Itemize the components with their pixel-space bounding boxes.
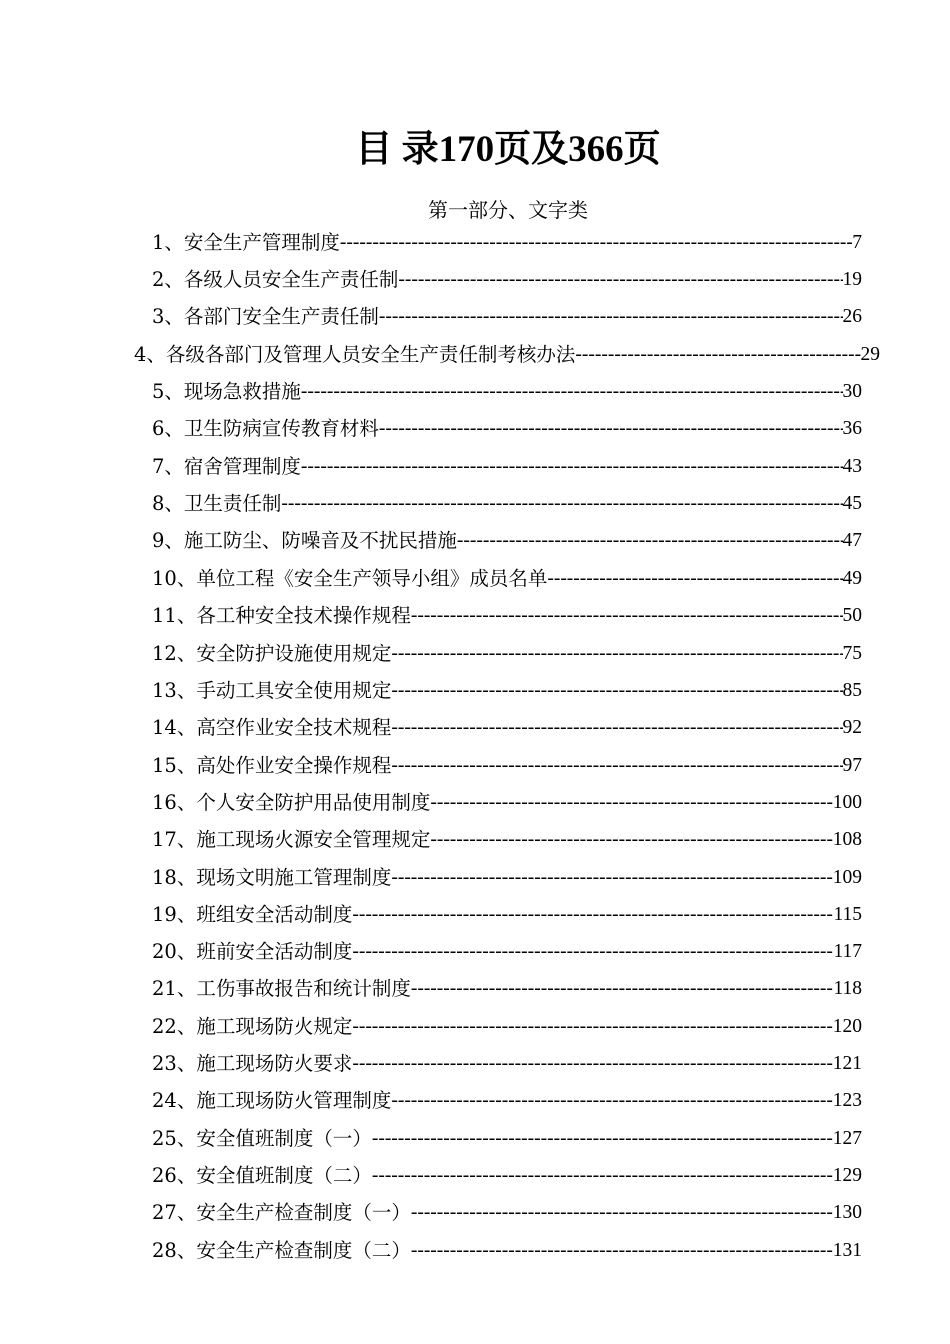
toc-entry[interactable] <box>152 302 862 332</box>
toc-entry-label: 15、高处作业安全操作规程 <box>152 754 392 777</box>
dot-leader <box>379 302 843 332</box>
dot-leader <box>411 1198 833 1228</box>
toc-entry[interactable] <box>152 1124 862 1154</box>
dot-leader <box>398 265 842 295</box>
toc-entry-label: 18、现场文明施工管理制度 <box>152 866 392 889</box>
section-heading: 第一部分、文字类 <box>428 198 588 222</box>
toc-entry-label: 13、手动工具安全使用规定 <box>152 679 392 702</box>
toc-entry-label: 26、安全值班制度（二） <box>152 1164 372 1187</box>
toc-entry-page: 120 <box>832 1016 862 1037</box>
toc-entry-page: 131 <box>832 1240 862 1261</box>
toc-entry-label: 6、卫生防病宣传教育材料 <box>152 417 379 440</box>
toc-entry[interactable] <box>152 1161 862 1191</box>
toc-entry-page: 118 <box>833 978 862 999</box>
toc-entry-label: 1、安全生产管理制度 <box>152 231 340 254</box>
toc-entry-label: 25、安全值班制度（一） <box>152 1127 372 1150</box>
toc-entry-label: 23、施工现场防火要求 <box>152 1052 353 1075</box>
toc-entry[interactable] <box>152 937 862 967</box>
toc-entry-page: 109 <box>832 867 862 888</box>
dot-leader <box>411 1236 833 1266</box>
toc-entry[interactable] <box>152 526 862 556</box>
toc-entry[interactable] <box>152 676 862 706</box>
toc-entry[interactable] <box>152 900 862 930</box>
toc-entry-label: 4、各级各部门及管理人员安全生产责任制考核办法 <box>134 343 576 366</box>
toc-entry-label: 16、个人安全防护用品使用制度 <box>152 791 431 814</box>
toc-entry-page: 7 <box>852 232 862 253</box>
dot-leader <box>372 1161 833 1191</box>
toc-entry-page: 127 <box>832 1128 862 1149</box>
toc-entry-label: 21、工伤事故报告和统计制度 <box>152 977 411 1000</box>
toc-entry-label: 12、安全防护设施使用规定 <box>152 642 392 665</box>
toc-entry-label: 20、班前安全活动制度 <box>152 940 353 963</box>
toc-entry-page: 45 <box>842 493 862 514</box>
toc-entry-page: 50 <box>842 605 862 626</box>
dot-leader <box>281 489 842 519</box>
toc-entry-label: 7、宿舍管理制度 <box>152 455 301 478</box>
dot-leader <box>372 1124 833 1154</box>
toc-entry-page: 115 <box>833 904 862 925</box>
toc-entry-page: 30 <box>842 381 862 402</box>
toc-entry-page: 117 <box>833 941 862 962</box>
toc-entry-label: 8、卫生责任制 <box>152 492 282 515</box>
toc-entry-page: 129 <box>832 1165 862 1186</box>
toc-entry[interactable] <box>152 452 862 482</box>
toc-entry-page: 75 <box>842 643 862 664</box>
toc-entry-page: 36 <box>842 418 862 439</box>
dot-leader <box>340 228 852 258</box>
toc-entry-page: 26 <box>842 306 862 327</box>
dot-leader <box>352 900 833 930</box>
dot-leader <box>352 1012 832 1042</box>
toc-entry-label: 27、安全生产检查制度（一） <box>152 1201 411 1224</box>
toc-entry[interactable] <box>152 639 862 669</box>
dot-leader <box>430 825 832 855</box>
toc-entry[interactable] <box>134 340 880 370</box>
toc-entry[interactable] <box>152 751 862 781</box>
toc-entry-label: 11、各工种安全技术操作规程 <box>152 604 411 627</box>
toc-entry[interactable] <box>152 1012 862 1042</box>
toc-entry-page: 92 <box>842 717 862 738</box>
dot-leader <box>391 1086 832 1116</box>
toc-entry-label: 14、高空作业安全技术规程 <box>152 716 392 739</box>
dot-leader <box>391 751 842 781</box>
dot-leader <box>391 676 842 706</box>
toc-entry-page: 130 <box>832 1202 862 1223</box>
toc-entry[interactable] <box>152 564 862 594</box>
toc-entry[interactable] <box>152 601 862 631</box>
toc-entry-page: 47 <box>842 530 862 551</box>
toc-entry-label: 9、施工防尘、防噪音及不扰民措施 <box>152 529 457 552</box>
dot-leader <box>379 414 843 444</box>
toc-entry-page: 43 <box>842 456 862 477</box>
toc-entry-label: 2、各级人员安全生产责任制 <box>152 268 399 291</box>
toc-entry-label: 10、单位工程《安全生产领导小组》成员名单 <box>152 567 548 590</box>
toc-entry[interactable] <box>152 863 862 893</box>
toc-entry[interactable] <box>152 377 862 407</box>
toc-entry-label: 22、施工现场防火规定 <box>152 1015 353 1038</box>
dot-leader <box>391 713 842 743</box>
page-title: 目 录170页及366页 <box>355 129 661 170</box>
toc-entry-page: 97 <box>842 755 862 776</box>
dot-leader <box>301 377 843 407</box>
toc-entry-label: 3、各部门安全生产责任制 <box>152 305 379 328</box>
toc-entry[interactable] <box>152 974 862 1004</box>
dot-leader <box>301 452 843 482</box>
dot-leader <box>430 788 832 818</box>
dot-leader <box>352 937 833 967</box>
toc-entry[interactable] <box>152 414 862 444</box>
toc-entry-page: 121 <box>832 1053 862 1074</box>
toc-entry[interactable] <box>152 825 862 855</box>
toc-entry[interactable] <box>152 1049 862 1079</box>
toc-entry[interactable] <box>152 788 862 818</box>
dot-leader <box>411 601 843 631</box>
toc-entry[interactable] <box>152 1198 862 1228</box>
toc-entry-page: 49 <box>842 568 862 589</box>
dot-leader <box>575 340 860 370</box>
toc-entry-label: 19、班组安全活动制度 <box>152 903 353 926</box>
toc-entry-page: 29 <box>860 344 880 365</box>
toc-entry[interactable] <box>152 228 862 258</box>
toc-entry[interactable] <box>152 1086 862 1116</box>
toc-entry-label: 5、现场急救措施 <box>152 380 301 403</box>
toc-entry-page: 100 <box>832 792 862 813</box>
toc-entry[interactable] <box>152 713 862 743</box>
dot-leader <box>457 526 843 556</box>
toc-entry-page: 19 <box>842 269 862 290</box>
dot-leader <box>411 974 834 1004</box>
toc-entry-page: 123 <box>832 1090 862 1111</box>
toc-entry-label: 17、施工现场火源安全管理规定 <box>152 828 431 851</box>
toc-entry[interactable] <box>152 265 862 295</box>
dot-leader <box>391 639 842 669</box>
toc-entry[interactable] <box>152 489 862 519</box>
dot-leader <box>391 863 832 893</box>
toc-entry-page: 108 <box>832 829 862 850</box>
toc-entry-label: 24、施工现场防火管理制度 <box>152 1089 392 1112</box>
dot-leader <box>352 1049 832 1079</box>
toc-entry-label: 28、安全生产检查制度（二） <box>152 1239 411 1262</box>
toc-entry[interactable] <box>152 1236 862 1266</box>
dot-leader <box>547 564 842 594</box>
toc-entry-page: 85 <box>842 680 862 701</box>
